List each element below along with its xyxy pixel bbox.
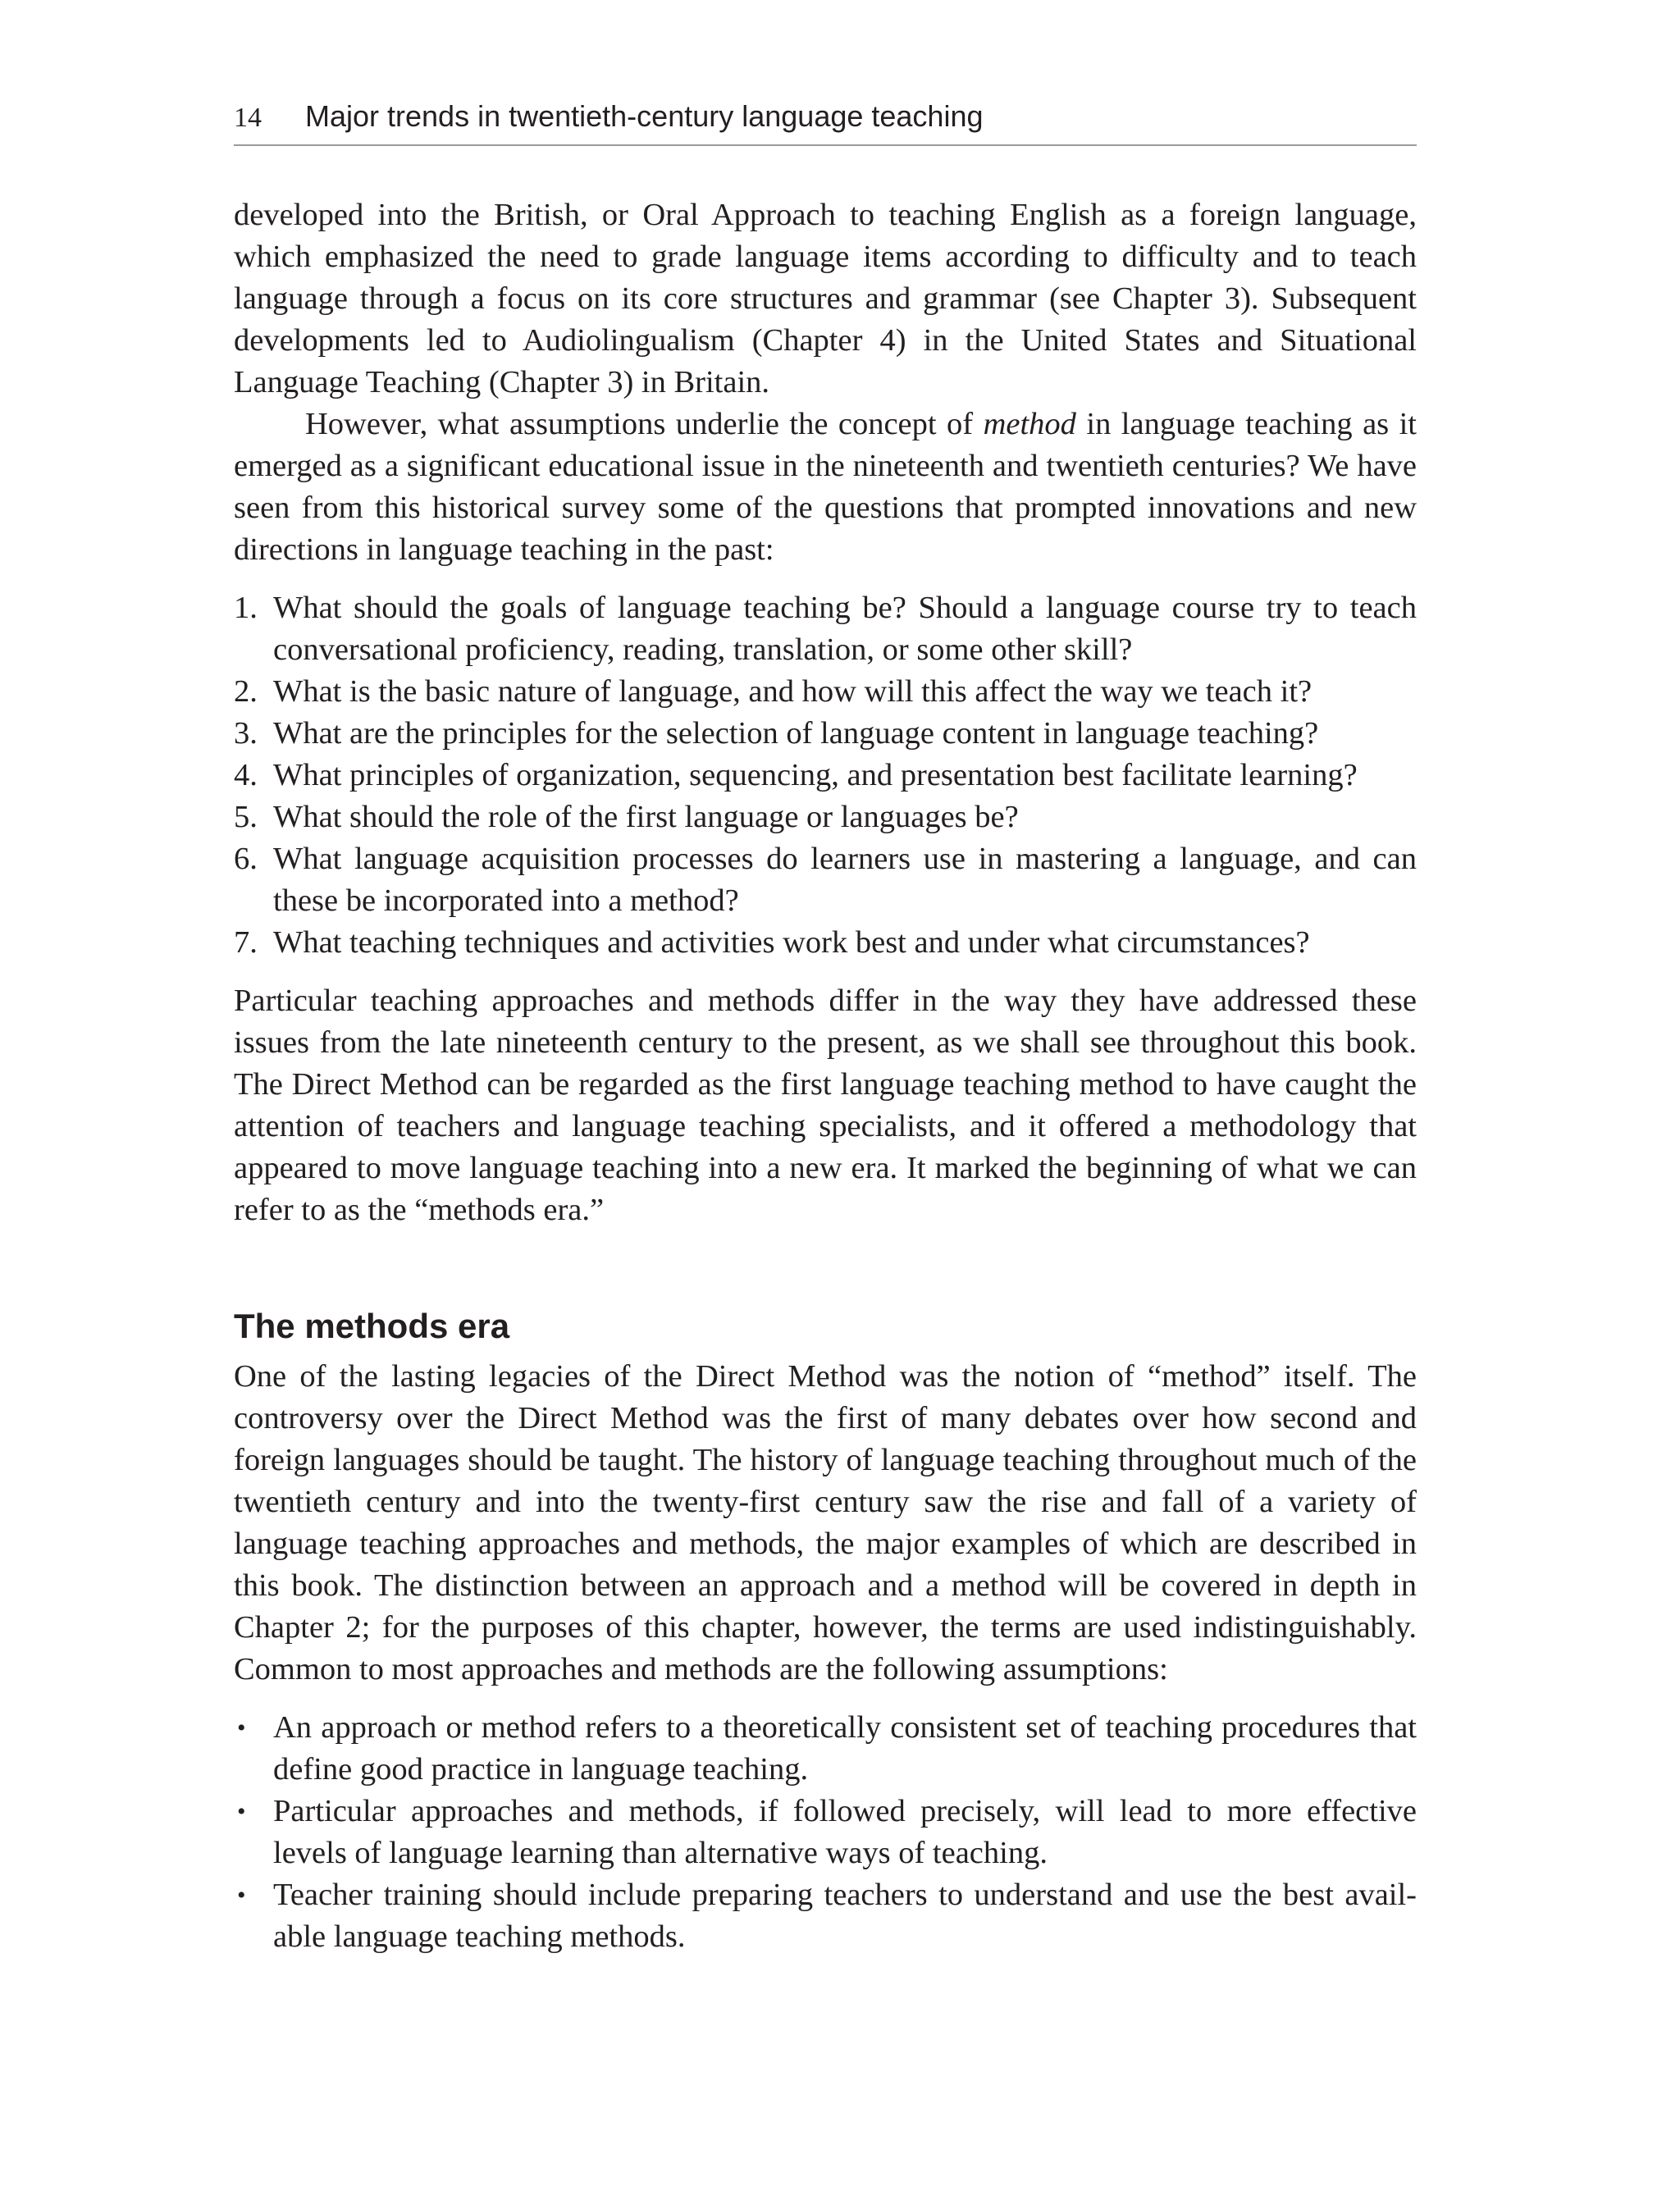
list-number: 7.: [234, 925, 258, 960]
list-item: [234, 838, 1417, 922]
paragraph-text: in language teaching as it emerged as a significant educational issue in the nineteenth and twentieth centuries? We have seen from this historical survey some of the questions that prompted innovations and new directions in language teaching in the past:: [234, 407, 1417, 567]
chapter-title: Major trends in twentieth-century language teaching: [305, 99, 984, 133]
list-item: [234, 671, 1417, 713]
list-item-text: What principles of organization, sequencing, and presentation best facilitate learning?: [273, 758, 1358, 792]
bullet-icon: •: [237, 1714, 246, 1741]
list-number: 3.: [234, 716, 258, 751]
bullet-item: [234, 1791, 1417, 1874]
running-head: [234, 97, 1417, 146]
list-item: [234, 922, 1417, 964]
paragraph-method-assumptions: [234, 404, 1417, 571]
list-item: [234, 755, 1417, 796]
emphasis-method: method: [983, 407, 1076, 441]
list-number: 4.: [234, 758, 258, 792]
list-item-text: What is the basic nature of language, and how will this affect the way we teach it?: [273, 674, 1312, 709]
paragraph-legacies: One of the lasting legacies of the Direct Method was the notion of “method” itself. The controversy over the Direct Method was the first of many debates over how second and foreign languages should be taught. The history of language teaching throughout much of the twentieth century and into the twenty-first century saw the rise and fall of a variety of language teaching approaches and methods, the major examples of which are described in this book. The distinction between an approach and a method will be covered in depth in Chapter 2; for the purposes of this chapter, however, the terms are used indistinguishably. Common to most approaches and methods are the following assumptions:: [234, 1359, 1417, 1686]
list-number: 1.: [234, 591, 258, 625]
bullet-item-text: Particular approaches and methods, if followed precisely, will lead to more effective levels of language learning than alternative ways of teaching.: [273, 1794, 1417, 1870]
list-number: 6.: [234, 842, 258, 876]
bullet-icon: •: [237, 1882, 246, 1909]
list-item-text: What language acquisition processes do learners use in mastering a language, and can these be incorporated into a method?: [273, 842, 1417, 918]
bullet-icon: •: [237, 1798, 246, 1825]
paragraph-methods-differ: Particular teaching approaches and methods differ in the way they have addressed these issues from the late nineteenth century to the present, as we shall see throughout this book. The Direct Method can be regarded as the first language teaching method to have caught the attention of teachers and language teaching specialists, and it offered a methodology that appeared to move language teaching into a new era. It marked the beginning of what we can refer to as the “methods era.”: [234, 983, 1417, 1227]
page-number: 14: [234, 103, 262, 133]
list-number: 5.: [234, 800, 258, 834]
bullet-item: [234, 1874, 1417, 1958]
list-item: [234, 713, 1417, 755]
bullet-item-text: Teacher training should include preparing teachers to understand and use the best avail-able language teaching methods.: [273, 1878, 1417, 1954]
list-item-text: What should the goals of language teaching be? Should a language course try to teach conversational proficiency, reading, translation, or some other skill?: [273, 591, 1417, 667]
assumptions-list: [234, 1707, 1417, 1958]
list-item: [234, 587, 1417, 671]
list-item-text: What are the principles for the selection of language content in language teaching?: [273, 716, 1319, 751]
body-text: [234, 194, 1417, 1958]
bullet-item: [234, 1707, 1417, 1791]
paragraph-text: However, what assumptions underlie the concept of: [305, 407, 984, 441]
bullet-item-text: An approach or method refers to a theoretically consistent set of teaching procedures that define good practice in language teaching.: [273, 1710, 1417, 1787]
section-heading: The methods era: [234, 1307, 510, 1345]
list-item-text: What should the role of the first language or languages be?: [273, 800, 1019, 834]
list-item: [234, 796, 1417, 838]
list-number: 2.: [234, 674, 258, 709]
list-item-text: What teaching techniques and activities work best and under what circumstances?: [273, 925, 1310, 960]
questions-list: [234, 587, 1417, 964]
paragraph-continuation: developed into the British, or Oral Approach to teaching English as a foreign language, which emphasized the need to grade language items according to difficulty and to teach language through a focus on its core structures and grammar (see Chapter 3). Subsequent developments led to Audiolingualism (Chapter 4) in the United States and Situational Language Teaching (Chapter 3) in Britain.: [234, 198, 1417, 399]
